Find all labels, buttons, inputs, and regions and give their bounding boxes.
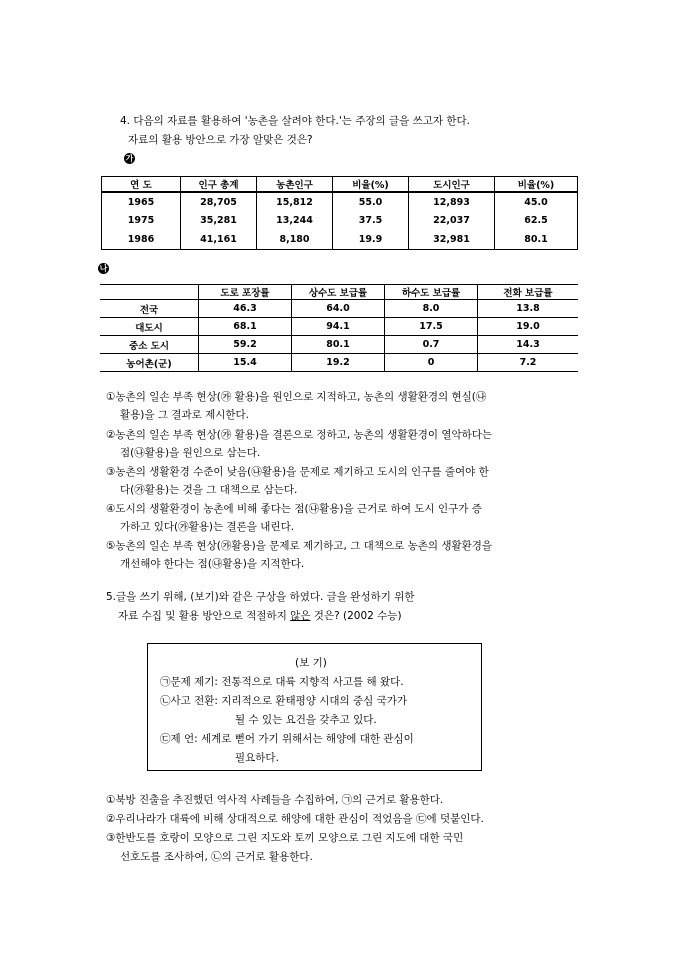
table-cell: 8,180 (257, 230, 333, 249)
table-cell: 1965 (102, 192, 181, 211)
q5-option-1[interactable]: ①북방 진출을 추진했던 역사적 사례들을 수집하여, ㉠의 근거로 활용한다. (106, 794, 444, 806)
table-cell: 55.0 (333, 192, 409, 211)
q5-stem-line1: 5.글을 쓰기 위해, (보기)와 같은 구상을 하였다. 글을 완성하기 위한 (106, 591, 415, 603)
table-cell: 35,281 (181, 211, 257, 230)
q4-option-text: 농촌의 일손 부족 현상(㉮ 활용)을 원인으로 지적하고, 농촌의 생활환경의 현실(㉯ (115, 391, 487, 403)
q4-stem-line1: 4. 다음의 자료를 활용하여 '농촌을 살려야 한다.'는 주장의 글을 쓰고자 한다. (120, 115, 470, 127)
example-box-line: 필요하다. (235, 752, 279, 764)
table-cell: 80.1 (495, 230, 578, 249)
label-na: 나 (99, 263, 108, 273)
table-header: 상수도 보급률 (292, 285, 385, 300)
q4-option-3[interactable] (106, 464, 489, 479)
q5-stem-line2 (118, 608, 402, 623)
q5-stem-text: 것은? (2002 수능) (310, 610, 402, 622)
table-header: 도시인구 (409, 177, 495, 193)
q5-option-2[interactable]: ②우리나라가 대륙에 비해 상대적으로 해양에 대한 관심이 적었음을 ㉢에 덧붙인다. (106, 813, 484, 825)
table-header: 도로 포장률 (199, 285, 292, 300)
table-header: 하수도 보급률 (385, 285, 478, 300)
table-row (100, 336, 578, 354)
table-cell: 46.3 (199, 300, 292, 318)
table-cell: 80.1 (292, 336, 385, 354)
table-header: 인구 총계 (181, 177, 257, 193)
q4-option-text: 도시의 생활환경이 농촌에 비해 좋다는 점(㉯활용)을 근거로 하여 도시 인구가 증 (115, 503, 482, 515)
table-cell: 13.8 (478, 300, 579, 318)
table-cell: 32,981 (409, 230, 495, 249)
q4-option-number: ⑤ (106, 540, 116, 552)
table-cell: 8.0 (385, 300, 478, 318)
table-row (100, 354, 578, 372)
table-cell: 15.4 (199, 354, 292, 372)
table-row (102, 230, 578, 249)
table-cell: 62.5 (495, 211, 578, 230)
infrastructure-table (100, 284, 578, 372)
table-cell: 28,705 (181, 192, 257, 211)
q4-option-5-cont: 개선해야 한다는 점(㉯활용)을 지적한다. (120, 558, 305, 570)
table-header: 비율(%) (333, 177, 409, 193)
table-cell: 1975 (102, 211, 181, 230)
table-row (102, 211, 578, 230)
example-box-line: ㉡사고 전환: 지리적으로 환태평양 시대의 중심 국가가 (160, 695, 408, 707)
table-row (100, 300, 578, 318)
table-cell: 59.2 (199, 336, 292, 354)
table-header: 연 도 (102, 177, 181, 193)
table-cell: 22,037 (409, 211, 495, 230)
q4-option-2[interactable] (106, 427, 492, 442)
table-cell: 19.0 (478, 318, 579, 336)
q5-stem-text: 자료 수집 및 활용 방안으로 적절하지 (118, 610, 291, 622)
q4-option-number: ① (106, 391, 116, 403)
table-cell: 37.5 (333, 211, 409, 230)
q4-option-text: 농촌의 일손 부족 현상(㉮활용)을 문제로 제기하고, 그 대책으로 농촌의 생활환경을 (115, 540, 493, 552)
example-box-title: (보 기) (295, 657, 327, 669)
q4-option-1-cont: 활용)을 그 결과로 제시한다. (120, 409, 250, 421)
example-box-line: 될 수 있는 요건을 갖추고 있다. (235, 714, 377, 726)
table-cell: 1986 (102, 230, 181, 249)
q5-option-3[interactable]: ③한반도를 호랑이 모양으로 그린 지도와 토끼 모양으로 그린 지도에 대한 국민 (106, 832, 464, 844)
example-box-line: ㉠문제 제기: 전통적으로 대륙 지향적 사고를 해 왔다. (160, 676, 404, 688)
table-header: 농촌인구 (257, 177, 333, 193)
table-header: 전화 보급률 (478, 285, 579, 300)
table-cell: 15,812 (257, 192, 333, 211)
table-row (102, 192, 578, 211)
label-ga: 가 (125, 153, 134, 163)
table-cell: 14.3 (478, 336, 579, 354)
table-cell: 농어촌(군) (100, 354, 199, 372)
table-cell: 전국 (100, 300, 199, 318)
q4-option-4-cont: 가하고 있다(㉮활용)는 결론을 내린다. (120, 521, 295, 533)
table-cell: 68.1 (199, 318, 292, 336)
q4-option-1[interactable] (106, 389, 486, 404)
q4-option-4[interactable] (106, 501, 482, 516)
q4-option-text: 농촌의 생활환경 수준이 낮음(㉯활용)을 문제로 제기하고 도시의 인구를 줄여야 한 (115, 466, 489, 478)
table-header (100, 285, 199, 300)
table-cell: 64.0 (292, 300, 385, 318)
table-cell: 94.1 (292, 318, 385, 336)
table-cell: 7.2 (478, 354, 579, 372)
table-cell: 중소 도시 (100, 336, 199, 354)
q4-option-text: 농촌의 일손 부족 현상(㉮ 활용)을 결론으로 정하고, 농촌의 생활환경이 열악하다는 (115, 429, 493, 441)
table-header: 비율(%) (495, 177, 578, 193)
table-cell: 19.9 (333, 230, 409, 249)
q5-option-3-cont: 선호도를 조사하여, ㉡의 근거로 활용한다. (120, 851, 313, 863)
table-header-row (102, 177, 578, 193)
table-header-row (100, 285, 578, 300)
q4-option-3-cont: 다(㉮활용)는 것을 그 대책으로 삼는다. (120, 484, 298, 496)
table-cell: 19.2 (292, 354, 385, 372)
q4-option-5[interactable] (106, 538, 492, 553)
table-cell: 45.0 (495, 192, 578, 211)
table-cell: 13,244 (257, 211, 333, 230)
table-cell: 12,893 (409, 192, 495, 211)
q4-stem-line2: 자료의 활용 방안으로 가장 알맞은 것은? (128, 134, 313, 146)
q4-option-number: ③ (106, 466, 116, 478)
q5-stem-underlined: 않은 (290, 610, 311, 622)
q4-option-number: ④ (106, 503, 116, 515)
q4-option-number: ② (106, 429, 116, 441)
table-cell: 17.5 (385, 318, 478, 336)
population-table (101, 176, 578, 250)
table-cell: 41,161 (181, 230, 257, 249)
q4-option-2-cont: 점(㉯활용)을 원인으로 삼는다. (120, 447, 261, 459)
table-cell: 대도시 (100, 318, 199, 336)
table-row (100, 318, 578, 336)
table-cell: 0 (385, 354, 478, 372)
table-cell: 0.7 (385, 336, 478, 354)
example-box-line: ㉢제 언: 세계로 뻗어 가기 위해서는 해양에 대한 관심이 (160, 733, 414, 745)
